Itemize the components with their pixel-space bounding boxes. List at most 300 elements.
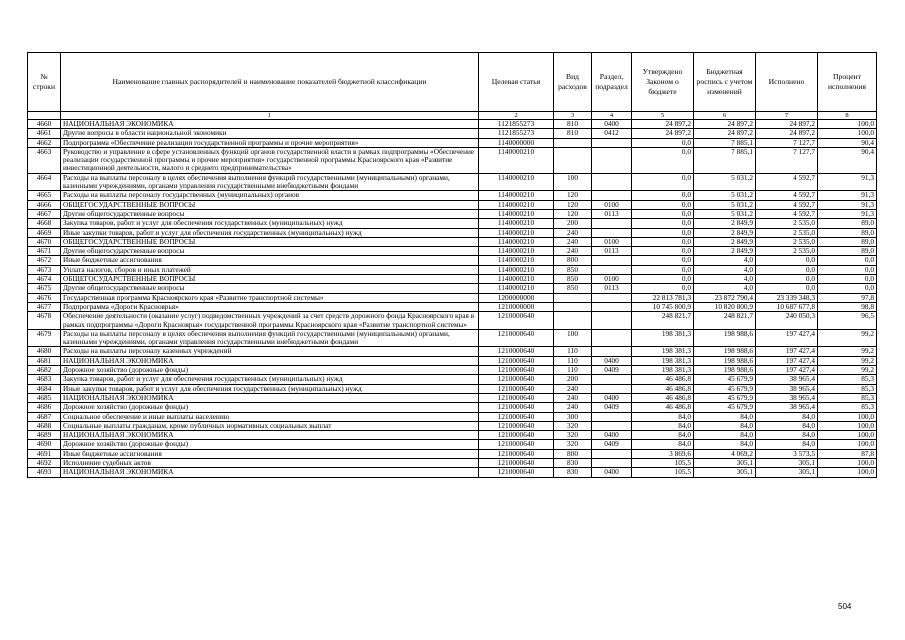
cell-budget: 23 872 790,4 xyxy=(694,293,756,302)
cell-section xyxy=(592,256,632,265)
cell-target-article: 1140000210 xyxy=(479,147,554,173)
cell-name: Расходы на выплаты персоналу в целях обеспечения выполнения функций государственными (муниципальными) органами, казенными учреждениями, органами управления государственными внебюджетными фондами xyxy=(61,329,479,347)
cell-budget: 4,0 xyxy=(694,256,756,265)
column-number-row xyxy=(28,112,877,120)
cell-row-number: 4688 xyxy=(28,421,61,430)
table-row xyxy=(28,366,877,375)
cell-budget: 24 897,2 xyxy=(694,120,756,129)
cell-budget: 305,1 xyxy=(694,458,756,467)
header-name: Наименование главных распорядителей и наименование показателей бюджетной классификации xyxy=(61,53,479,112)
table-row xyxy=(28,191,877,200)
cell-percent: 87,8 xyxy=(818,449,877,458)
cell-name: Дорожное хозяйство (дорожные фонды) xyxy=(61,366,479,375)
cell-row-number: 4663 xyxy=(28,147,61,173)
cell-target-article: 1140000210 xyxy=(479,219,554,228)
cell-percent: 90,4 xyxy=(818,147,877,173)
cell-row-number: 4668 xyxy=(28,219,61,228)
cell-section: 0113 xyxy=(592,247,632,256)
cell-section xyxy=(592,293,632,302)
cell-approved: 0,0 xyxy=(632,284,694,293)
cell-expense-type: 810 xyxy=(554,120,592,129)
cell-percent: 100,0 xyxy=(818,440,877,449)
cell-budget: 4,0 xyxy=(694,275,756,284)
cell-approved: 0,0 xyxy=(632,237,694,246)
cell-expense-type xyxy=(554,147,592,173)
header-section: Раздел, подраздел xyxy=(592,53,632,112)
cell-target-article: 1140000210 xyxy=(479,191,554,200)
cell-expense-type xyxy=(554,312,592,330)
cell-name: НАЦИОНАЛЬНАЯ ЭКОНОМИКА xyxy=(61,356,479,365)
col-number: 1 xyxy=(61,112,479,120)
table-row xyxy=(28,129,877,138)
table-row xyxy=(28,209,877,218)
cell-section: 0409 xyxy=(592,366,632,375)
cell-section xyxy=(592,228,632,237)
cell-approved: 46 486,8 xyxy=(632,375,694,384)
cell-expense-type: 120 xyxy=(554,200,592,209)
cell-target-article: 1140000210 xyxy=(479,228,554,237)
cell-approved: 84,0 xyxy=(632,440,694,449)
cell-expense-type: 120 xyxy=(554,191,592,200)
cell-budget: 45 679,9 xyxy=(694,403,756,412)
cell-target-article: 1140000210 xyxy=(479,265,554,274)
cell-row-number: 4660 xyxy=(28,120,61,129)
cell-expense-type: 110 xyxy=(554,356,592,365)
cell-expense-type: 850 xyxy=(554,265,592,274)
cell-approved: 198 381,3 xyxy=(632,366,694,375)
cell-name: НАЦИОНАЛЬНАЯ ЭКОНОМИКА xyxy=(61,120,479,129)
cell-budget: 84,0 xyxy=(694,431,756,440)
cell-target-article: 1140000210 xyxy=(479,237,554,246)
cell-executed: 24 897,2 xyxy=(756,120,818,129)
cell-percent: 90,4 xyxy=(818,138,877,147)
cell-target-article: 1121855273 xyxy=(479,129,554,138)
cell-row-number: 4690 xyxy=(28,440,61,449)
cell-budget: 84,0 xyxy=(694,440,756,449)
cell-section xyxy=(592,449,632,458)
cell-row-number: 4667 xyxy=(28,209,61,218)
cell-section: 0400 xyxy=(592,468,632,477)
cell-budget: 5 031,2 xyxy=(694,209,756,218)
cell-budget: 10 820 800,9 xyxy=(694,302,756,311)
cell-approved: 0,0 xyxy=(632,147,694,173)
cell-executed: 2 535,0 xyxy=(756,237,818,246)
cell-percent: 100,0 xyxy=(818,421,877,430)
cell-name: НАЦИОНАЛЬНАЯ ЭКОНОМИКА xyxy=(61,468,479,477)
cell-executed: 10 687 677,8 xyxy=(756,302,818,311)
cell-target-article: 1210000640 xyxy=(479,468,554,477)
cell-expense-type: 200 xyxy=(554,219,592,228)
cell-expense-type: 830 xyxy=(554,458,592,467)
table-row xyxy=(28,302,877,311)
cell-percent: 100,0 xyxy=(818,120,877,129)
cell-executed: 84,0 xyxy=(756,412,818,421)
cell-approved: 84,0 xyxy=(632,421,694,430)
cell-row-number: 4676 xyxy=(28,293,61,302)
cell-expense-type: 200 xyxy=(554,375,592,384)
cell-target-article: 1140000000 xyxy=(479,138,554,147)
cell-percent: 91,3 xyxy=(818,200,877,209)
cell-percent: 0,0 xyxy=(818,256,877,265)
cell-row-number: 4674 xyxy=(28,275,61,284)
cell-section xyxy=(592,138,632,147)
cell-row-number: 4661 xyxy=(28,129,61,138)
cell-name: Исполнение судебных актов xyxy=(61,458,479,467)
cell-expense-type: 240 xyxy=(554,237,592,246)
cell-target-article: 1140000210 xyxy=(479,209,554,218)
table-row xyxy=(28,265,877,274)
table-row xyxy=(28,275,877,284)
cell-executed: 305,1 xyxy=(756,458,818,467)
cell-budget: 5 031,2 xyxy=(694,173,756,191)
cell-percent: 0,0 xyxy=(818,265,877,274)
table-row xyxy=(28,256,877,265)
cell-section: 0409 xyxy=(592,440,632,449)
table-row xyxy=(28,356,877,365)
table-row xyxy=(28,458,877,467)
cell-approved: 3 869,6 xyxy=(632,449,694,458)
cell-name: Закупка товаров, работ и услуг для обеспечения государственных (муниципальных) нужд xyxy=(61,375,479,384)
cell-percent: 89,0 xyxy=(818,237,877,246)
cell-approved: 0,0 xyxy=(632,191,694,200)
cell-percent: 97,8 xyxy=(818,293,877,302)
cell-target-article: 1140000210 xyxy=(479,247,554,256)
cell-expense-type: 240 xyxy=(554,403,592,412)
cell-target-article: 1210000640 xyxy=(479,431,554,440)
cell-expense-type xyxy=(554,302,592,311)
cell-approved: 0,0 xyxy=(632,209,694,218)
cell-executed: 197 427,4 xyxy=(756,329,818,347)
table-row xyxy=(28,284,877,293)
cell-approved: 24 897,2 xyxy=(632,120,694,129)
cell-expense-type: 320 xyxy=(554,421,592,430)
cell-budget: 2 849,9 xyxy=(694,247,756,256)
cell-approved: 198 381,3 xyxy=(632,329,694,347)
cell-expense-type: 800 xyxy=(554,256,592,265)
cell-expense-type xyxy=(554,293,592,302)
cell-budget: 2 849,9 xyxy=(694,237,756,246)
cell-name: Подпрограмма «Обеспечение реализации государственной программы и прочие мероприятия» xyxy=(61,138,479,147)
table-row xyxy=(28,384,877,393)
cell-percent: 98,8 xyxy=(818,302,877,311)
header-budget: Бюджетная роспись с учетом изменений xyxy=(694,53,756,112)
cell-budget: 45 679,9 xyxy=(694,393,756,402)
cell-expense-type: 850 xyxy=(554,275,592,284)
cell-row-number: 4678 xyxy=(28,312,61,330)
cell-target-article: 1140000210 xyxy=(479,256,554,265)
cell-target-article: 1210000640 xyxy=(479,412,554,421)
cell-target-article: 1121855273 xyxy=(479,120,554,129)
cell-executed: 84,0 xyxy=(756,440,818,449)
cell-target-article: 1140000210 xyxy=(479,200,554,209)
cell-executed: 0,0 xyxy=(756,265,818,274)
cell-expense-type: 120 xyxy=(554,209,592,218)
cell-row-number: 4680 xyxy=(28,347,61,356)
cell-row-number: 4675 xyxy=(28,284,61,293)
cell-name: Иные закупки товаров, работ и услуг для обеспечения государственных (муниципальных) нужд xyxy=(61,228,479,237)
table-row xyxy=(28,421,877,430)
cell-executed: 2 535,0 xyxy=(756,228,818,237)
cell-percent: 0,0 xyxy=(818,284,877,293)
cell-section: 0100 xyxy=(592,275,632,284)
cell-name: Иные бюджетные ассигнования xyxy=(61,449,479,458)
cell-approved: 84,0 xyxy=(632,412,694,421)
cell-name: НАЦИОНАЛЬНАЯ ЭКОНОМИКА xyxy=(61,393,479,402)
cell-approved: 0,0 xyxy=(632,228,694,237)
cell-target-article: 1210000640 xyxy=(479,440,554,449)
col-number: 6 xyxy=(694,112,756,120)
cell-row-number: 4665 xyxy=(28,191,61,200)
cell-approved: 0,0 xyxy=(632,275,694,284)
cell-budget: 24 897,2 xyxy=(694,129,756,138)
cell-row-number: 4679 xyxy=(28,329,61,347)
header-row-no: № строки xyxy=(28,53,61,112)
cell-name: Расходы на выплаты персоналу государственных (муниципальных) органов xyxy=(61,191,479,200)
cell-row-number: 4672 xyxy=(28,256,61,265)
cell-name: Дорожное хозяйство (дорожные фонды) xyxy=(61,440,479,449)
cell-row-number: 4669 xyxy=(28,228,61,237)
cell-executed: 38 965,4 xyxy=(756,403,818,412)
cell-executed: 0,0 xyxy=(756,256,818,265)
cell-approved: 84,0 xyxy=(632,431,694,440)
cell-section xyxy=(592,312,632,330)
table-row xyxy=(28,147,877,173)
cell-executed: 23 339 348,3 xyxy=(756,293,818,302)
cell-row-number: 4685 xyxy=(28,393,61,402)
cell-target-article: 1210000000 xyxy=(479,302,554,311)
cell-section: 0400 xyxy=(592,356,632,365)
cell-expense-type: 100 xyxy=(554,173,592,191)
cell-section xyxy=(592,347,632,356)
cell-percent: 100,0 xyxy=(818,468,877,477)
header-approved: Утверждено Законом о бюджете xyxy=(632,53,694,112)
cell-target-article: 1210000640 xyxy=(479,384,554,393)
table-row xyxy=(28,431,877,440)
cell-executed: 84,0 xyxy=(756,431,818,440)
cell-expense-type: 240 xyxy=(554,384,592,393)
cell-percent: 99,2 xyxy=(818,356,877,365)
table-row xyxy=(28,393,877,402)
cell-budget: 2 849,9 xyxy=(694,219,756,228)
cell-section xyxy=(592,147,632,173)
cell-executed: 197 427,4 xyxy=(756,347,818,356)
cell-row-number: 4677 xyxy=(28,302,61,311)
cell-approved: 46 486,8 xyxy=(632,403,694,412)
cell-row-number: 4684 xyxy=(28,384,61,393)
cell-executed: 38 965,4 xyxy=(756,375,818,384)
cell-executed: 38 965,4 xyxy=(756,384,818,393)
cell-approved: 10 745 800,9 xyxy=(632,302,694,311)
cell-section xyxy=(592,412,632,421)
cell-executed: 240 050,3 xyxy=(756,312,818,330)
cell-section xyxy=(592,384,632,393)
cell-name: Социальные выплаты гражданам, кроме публичных нормативных социальных выплат xyxy=(61,421,479,430)
cell-name: Расходы на выплаты персоналу казенных учреждений xyxy=(61,347,479,356)
cell-target-article: 1210000640 xyxy=(479,347,554,356)
table-row xyxy=(28,412,877,421)
cell-section: 0400 xyxy=(592,120,632,129)
header-type: Вид расходов xyxy=(554,53,592,112)
cell-executed: 4 592,7 xyxy=(756,209,818,218)
cell-percent: 100,0 xyxy=(818,431,877,440)
cell-executed: 197 427,4 xyxy=(756,366,818,375)
cell-name: Уплата налогов, сборов и иных платежей xyxy=(61,265,479,274)
cell-expense-type: 810 xyxy=(554,129,592,138)
cell-budget: 198 988,6 xyxy=(694,347,756,356)
cell-budget: 248 821,7 xyxy=(694,312,756,330)
cell-expense-type: 110 xyxy=(554,347,592,356)
cell-row-number: 4692 xyxy=(28,458,61,467)
cell-row-number: 4681 xyxy=(28,356,61,365)
cell-expense-type: 240 xyxy=(554,393,592,402)
cell-target-article: 1210000640 xyxy=(479,393,554,402)
cell-name: Расходы на выплаты персоналу в целях обеспечения выполнения функций государственными (муниципальными) органами, казенными учреждениями, органами управления государственными внебюджетными фондами xyxy=(61,173,479,191)
cell-approved: 0,0 xyxy=(632,200,694,209)
cell-row-number: 4662 xyxy=(28,138,61,147)
cell-target-article: 1210000640 xyxy=(479,356,554,365)
cell-executed: 4 592,7 xyxy=(756,200,818,209)
table-row xyxy=(28,200,877,209)
cell-name: Другие общегосударственные вопросы xyxy=(61,284,479,293)
cell-row-number: 4671 xyxy=(28,247,61,256)
cell-budget: 84,0 xyxy=(694,412,756,421)
cell-target-article: 1140000210 xyxy=(479,275,554,284)
cell-executed: 197 427,4 xyxy=(756,356,818,365)
cell-target-article: 1210000640 xyxy=(479,421,554,430)
cell-executed: 2 535,0 xyxy=(756,247,818,256)
cell-name: ОБЩЕГОСУДАРСТВЕННЫЕ ВОПРОСЫ xyxy=(61,275,479,284)
cell-target-article: 1210000640 xyxy=(479,449,554,458)
cell-percent: 0,0 xyxy=(818,275,877,284)
cell-approved: 46 486,8 xyxy=(632,384,694,393)
cell-executed: 4 592,7 xyxy=(756,173,818,191)
cell-section: 0113 xyxy=(592,209,632,218)
col-number: 3 xyxy=(554,112,592,120)
cell-approved: 22 813 781,3 xyxy=(632,293,694,302)
cell-percent: 89,0 xyxy=(818,219,877,228)
cell-budget: 4,0 xyxy=(694,265,756,274)
cell-section xyxy=(592,329,632,347)
table-row xyxy=(28,329,877,347)
cell-budget: 45 679,9 xyxy=(694,384,756,393)
cell-section xyxy=(592,173,632,191)
cell-name: Закупка товаров, работ и услуг для обеспечения государственных (муниципальных) нужд xyxy=(61,219,479,228)
cell-expense-type: 240 xyxy=(554,247,592,256)
table-row xyxy=(28,219,877,228)
table-row xyxy=(28,138,877,147)
cell-approved: 105,5 xyxy=(632,458,694,467)
cell-budget: 84,0 xyxy=(694,421,756,430)
cell-executed: 3 573,5 xyxy=(756,449,818,458)
cell-executed: 24 897,2 xyxy=(756,129,818,138)
cell-section xyxy=(592,458,632,467)
cell-row-number: 4670 xyxy=(28,237,61,246)
header-row xyxy=(28,53,877,112)
cell-budget: 198 988,6 xyxy=(694,329,756,347)
col-number: 7 xyxy=(756,112,818,120)
table-row xyxy=(28,468,877,477)
cell-budget: 305,1 xyxy=(694,468,756,477)
cell-expense-type: 300 xyxy=(554,412,592,421)
cell-row-number: 4693 xyxy=(28,468,61,477)
cell-row-number: 4683 xyxy=(28,375,61,384)
budget-table xyxy=(27,52,877,478)
cell-percent: 100,0 xyxy=(818,412,877,421)
table-row xyxy=(28,312,877,330)
cell-approved: 105,5 xyxy=(632,468,694,477)
cell-name: Иные бюджетные ассигнования xyxy=(61,256,479,265)
cell-name: Обеспечение деятельности (оказание услуг) подведомственных учреждений за счет средств дорожного фонда Красноярского края в рамках подпрограммы «Дороги Красноярья» государственной программы Красноярского края «Развитие транспортной системы» xyxy=(61,312,479,330)
cell-name: НАЦИОНАЛЬНАЯ ЭКОНОМИКА xyxy=(61,431,479,440)
cell-row-number: 4687 xyxy=(28,412,61,421)
cell-budget: 4,0 xyxy=(694,284,756,293)
page-number: 504 xyxy=(838,602,852,611)
cell-percent: 99,2 xyxy=(818,329,877,347)
cell-executed: 7 127,7 xyxy=(756,138,818,147)
cell-name: Иные закупки товаров, работ и услуг для обеспечения государственных (муниципальных) нужд xyxy=(61,384,479,393)
cell-budget: 7 885,1 xyxy=(694,138,756,147)
cell-expense-type: 100 xyxy=(554,329,592,347)
cell-row-number: 4673 xyxy=(28,265,61,274)
col-number: 8 xyxy=(818,112,877,120)
col-number xyxy=(28,112,61,120)
cell-target-article: 1200000000 xyxy=(479,293,554,302)
cell-section xyxy=(592,191,632,200)
cell-approved: 0,0 xyxy=(632,256,694,265)
cell-approved: 46 486,8 xyxy=(632,393,694,402)
cell-expense-type: 850 xyxy=(554,284,592,293)
cell-percent: 99,2 xyxy=(818,366,877,375)
cell-section: 0412 xyxy=(592,129,632,138)
cell-row-number: 4686 xyxy=(28,403,61,412)
table-row xyxy=(28,237,877,246)
cell-budget: 198 988,6 xyxy=(694,366,756,375)
cell-section xyxy=(592,375,632,384)
table-row xyxy=(28,375,877,384)
cell-row-number: 4691 xyxy=(28,449,61,458)
cell-approved: 0,0 xyxy=(632,138,694,147)
header-executed: Исполнено xyxy=(756,53,818,112)
cell-section: 0400 xyxy=(592,431,632,440)
cell-approved: 0,0 xyxy=(632,265,694,274)
header-percent: Процент исполнения xyxy=(818,53,877,112)
cell-name: Подпрограмма «Дороги Красноярья» xyxy=(61,302,479,311)
cell-section xyxy=(592,302,632,311)
cell-expense-type: 800 xyxy=(554,449,592,458)
table-body xyxy=(28,120,877,478)
cell-budget: 4 069,2 xyxy=(694,449,756,458)
cell-approved: 0,0 xyxy=(632,219,694,228)
cell-percent: 91,3 xyxy=(818,209,877,218)
cell-expense-type: 320 xyxy=(554,440,592,449)
cell-section: 0100 xyxy=(592,237,632,246)
cell-target-article: 1210000640 xyxy=(479,366,554,375)
cell-name: Руководство и управление в сфере установленных функций органов государственной власти в рамках подпрограммы «Обеспечение реализации государственной программы и прочие мероприятия» государственной программы Красноярского края «Развитие инвестиционной деятельности, малого и среднего предпринимательства» xyxy=(61,147,479,173)
cell-expense-type: 110 xyxy=(554,366,592,375)
cell-section: 0100 xyxy=(592,200,632,209)
cell-target-article: 1210000640 xyxy=(479,458,554,467)
cell-percent: 89,0 xyxy=(818,247,877,256)
cell-name: ОБЩЕГОСУДАРСТВЕННЫЕ ВОПРОСЫ xyxy=(61,200,479,209)
table-row xyxy=(28,347,877,356)
cell-expense-type: 830 xyxy=(554,468,592,477)
cell-percent: 85,3 xyxy=(818,393,877,402)
cell-executed: 2 535,0 xyxy=(756,219,818,228)
table-row xyxy=(28,403,877,412)
cell-target-article: 1210000640 xyxy=(479,329,554,347)
cell-section: 0400 xyxy=(592,393,632,402)
cell-approved: 198 381,3 xyxy=(632,347,694,356)
